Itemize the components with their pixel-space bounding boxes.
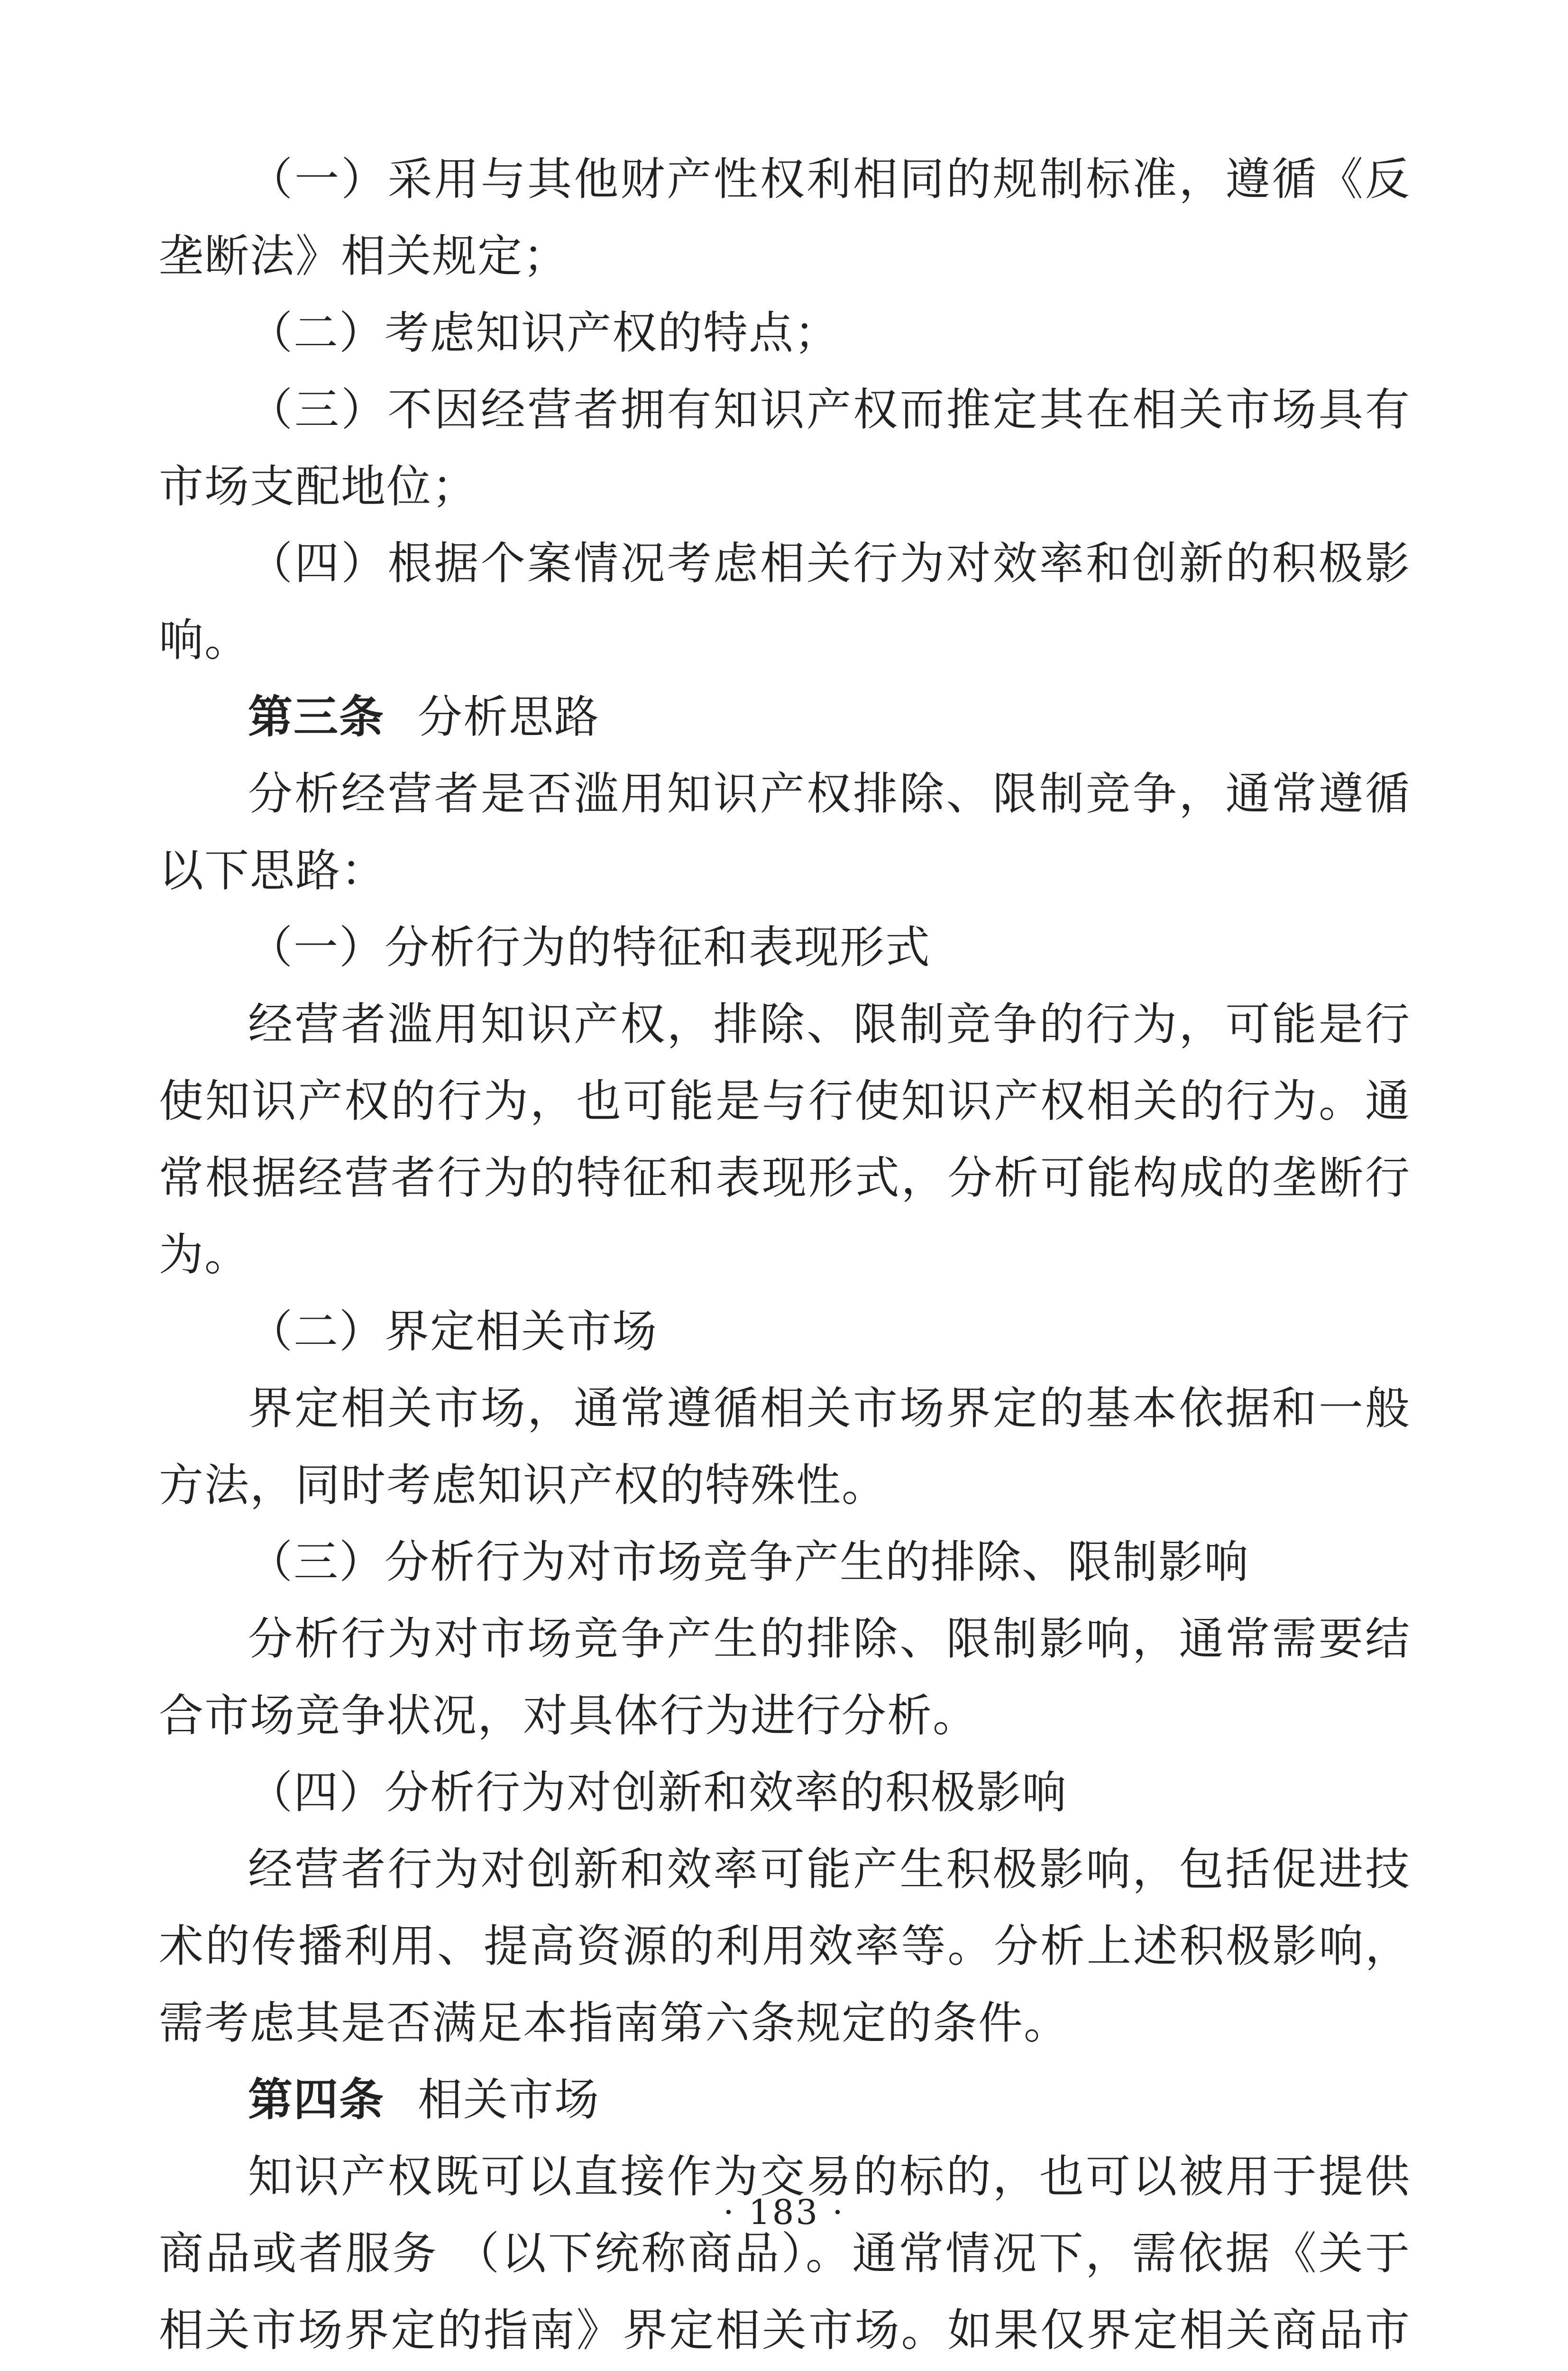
paragraph: 分析经营者是否滥用知识产权排除、限制竞争，通常遵循以下思路： bbox=[159, 768, 1411, 897]
paragraph: （二）考虑知识产权的特点； bbox=[248, 307, 840, 359]
article-heading bbox=[159, 2062, 1411, 2139]
article-number: 第四条 bbox=[248, 2074, 385, 2126]
paragraph: （一）分析行为的特征和表现形式 bbox=[248, 922, 931, 974]
article-title: 分析思路 bbox=[418, 691, 600, 743]
paragraph: 经营者滥用知识产权，排除、限制竞争的行为，可能是行使知识产权的行为，也可能是与行使知识产权相关的行为。通常根据经营者行为的特征和表现形式，分析可能构成的垄断行为。 bbox=[159, 999, 1411, 1281]
article-number: 第三条 bbox=[248, 691, 385, 743]
page-number: · 183 · bbox=[723, 2192, 845, 2232]
paragraph: （一）采用与其他财产性权利相同的规制标准，遵循《反垄断法》相关规定； bbox=[159, 154, 1411, 282]
body-text bbox=[159, 141, 1411, 2371]
paragraph: 经营者行为对创新和效率可能产生积极影响，包括促进技术的传播利用、提高资源的利用效率等。分析上述积极影响，需考虑其是否满足本指南第六条规定的条件。 bbox=[159, 1844, 1411, 2049]
article-title: 相关市场 bbox=[418, 2074, 600, 2126]
article-heading bbox=[159, 679, 1411, 756]
paragraph: 知识产权既可以直接作为交易的标的，也可以被用于提供商品或者服务 （以下统称商品）。通常情况下，需依据《关于相关市场界定的指南》界定相关市场。如果仅界定相关商品市 bbox=[159, 2151, 1411, 2356]
paragraph: 分析行为对市场竞争产生的排除、限制影响，通常需要结合市场竞争状况，对具体行为进行分析。 bbox=[159, 1613, 1411, 1742]
paragraph: 界定相关市场，通常遵循相关市场界定的基本依据和一般方法，同时考虑知识产权的特殊性。 bbox=[159, 1383, 1411, 1511]
paragraph: （四）分析行为对创新和效率的积极影响 bbox=[248, 1767, 1068, 1819]
paragraph: （三）分析行为对市场竞争产生的排除、限制影响 bbox=[248, 1536, 1250, 1588]
paragraph: （二）界定相关市场 bbox=[248, 1306, 658, 1358]
paragraph: （三）不因经营者拥有知识产权而推定其在相关市场具有市场支配地位； bbox=[159, 384, 1411, 513]
paragraph: （四）根据个案情况考虑相关行为对效率和创新的积极影响。 bbox=[159, 538, 1411, 666]
